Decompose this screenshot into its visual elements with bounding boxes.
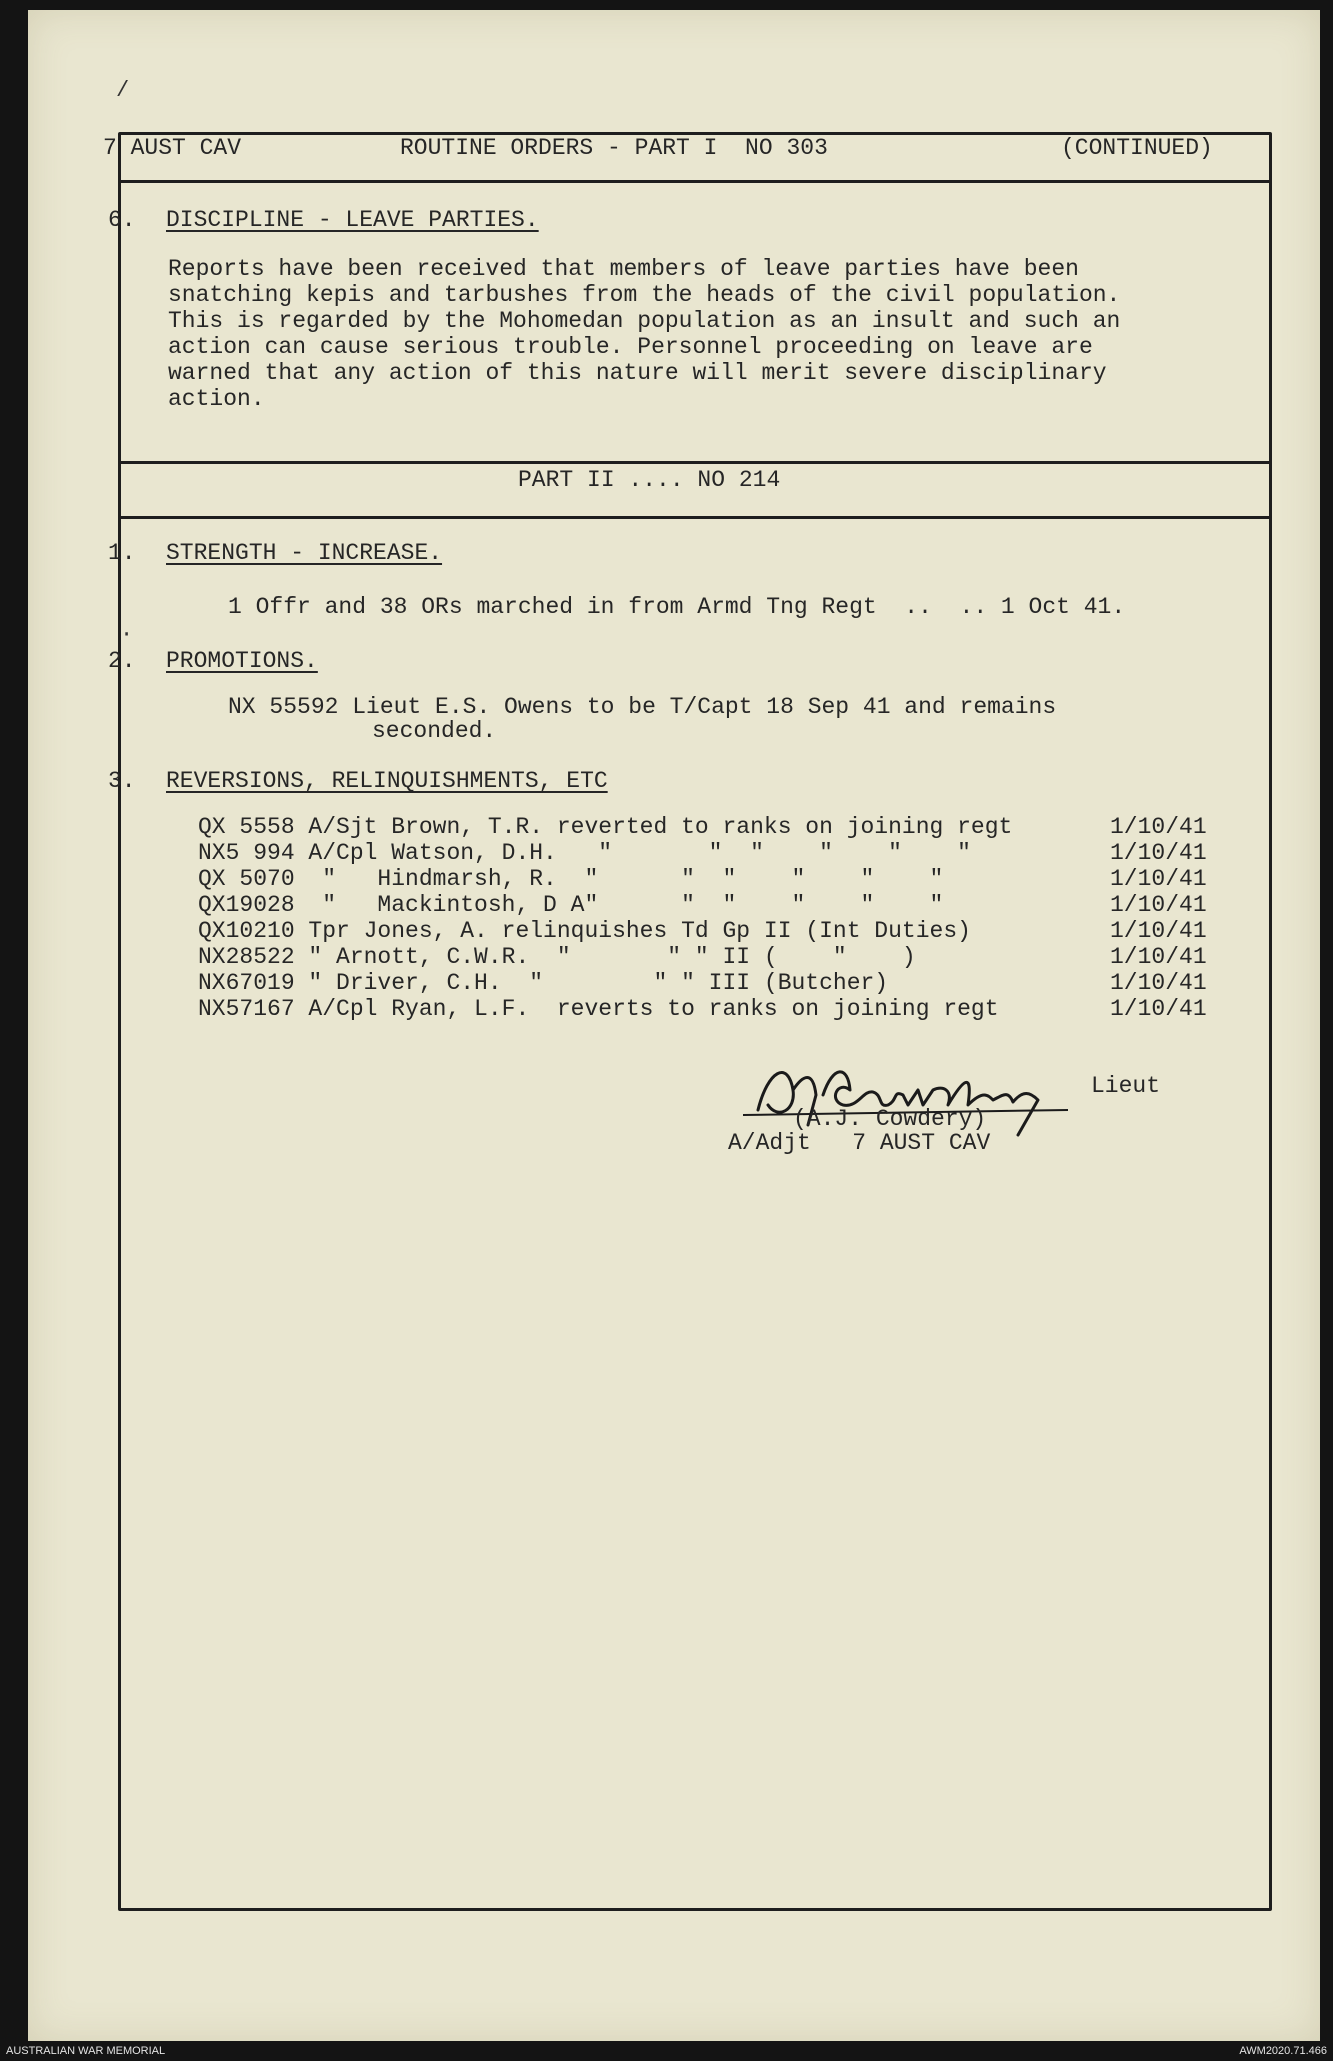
- archive-reference: AWM2020.71.466: [1239, 2045, 1327, 2057]
- reversion-row-entry: QX19028 " Mackintosh, D A" " " " " ": [198, 892, 944, 918]
- item-6-heading: DISCIPLINE - LEAVE PARTIES.: [166, 207, 539, 233]
- document-page: [28, 10, 1320, 2041]
- reversion-row-date: 1/10/41: [1110, 840, 1207, 866]
- reversion-row-entry: QX 5070 " Hindmarsh, R. " " " " " ": [198, 866, 944, 892]
- unit-name: 7 AUST CAV: [103, 135, 242, 161]
- reversion-row-date: 1/10/41: [1110, 944, 1207, 970]
- pencil-mark: ·: [120, 622, 134, 647]
- continued-label: (CONTINUED): [1061, 135, 1213, 161]
- document-title: ROUTINE ORDERS - PART I NO 303: [400, 135, 828, 161]
- reversion-row-entry: QX10210 Tpr Jones, A. relinquishes Td Gp II (Int Duties): [198, 918, 971, 944]
- part2-bottom-divider: [121, 516, 1269, 519]
- reversion-row-entry: NX67019 " Driver, C.H. " " " III (Butcher): [198, 970, 889, 996]
- reversion-row-date: 1/10/41: [1110, 866, 1207, 892]
- strength-text: 1 Offr and 38 ORs marched in from Armd Tng Regt .. .. 1 Oct 41.: [228, 594, 1126, 620]
- reversion-row-entry: NX57167 A/Cpl Ryan, L.F. reverts to ranks on joining regt: [198, 996, 999, 1022]
- promotion-line: NX 55592 Lieut E.S. Owens to be T/Capt 18 Sep 41 and remains: [228, 694, 1057, 720]
- reversion-row-entry: NX28522 " Arnott, C.W.R. " " " II ( " ): [198, 944, 916, 970]
- item-1-heading: STRENGTH - INCREASE.: [166, 540, 443, 566]
- signatory-appointment: A/Adjt 7 AUST CAV: [728, 1130, 991, 1156]
- reversion-row-date: 1/10/41: [1110, 814, 1207, 840]
- part2-title: PART II .... NO 214: [518, 467, 781, 493]
- reversion-row-date: 1/10/41: [1110, 996, 1207, 1022]
- item-2-heading: PROMOTIONS.: [166, 648, 318, 674]
- paragraph-line: Reports have been received that members of leave parties have been: [168, 256, 1079, 282]
- reversion-row-date: 1/10/41: [1110, 970, 1207, 996]
- paragraph-line: This is regarded by the Mohomedan population as an insult and such an: [168, 308, 1121, 334]
- paragraph-line: action.: [168, 386, 265, 412]
- archive-credit: AUSTRALIAN WAR MEMORIAL: [6, 2045, 166, 2057]
- signatory-name: (A.J. Cowdery): [793, 1106, 987, 1132]
- item-3-number: 3.: [108, 768, 136, 794]
- item-2-number: 2.: [108, 648, 136, 674]
- header-divider: [121, 180, 1269, 183]
- paragraph-line: action can cause serious trouble. Personnel proceeding on leave are: [168, 334, 1093, 360]
- reversion-row-date: 1/10/41: [1110, 918, 1207, 944]
- reversion-row-date: 1/10/41: [1110, 892, 1207, 918]
- part2-top-divider: [121, 461, 1269, 464]
- item-1-number: 1.: [108, 540, 136, 566]
- promotion-line: seconded.: [372, 718, 497, 744]
- item-3-heading: REVERSIONS, RELINQUISHMENTS, ETC: [166, 768, 608, 794]
- paragraph-line: snatching kepis and tarbushes from the heads of the civil population.: [168, 282, 1121, 308]
- reversion-row-entry: NX5 994 A/Cpl Watson, D.H. " " " " " ": [198, 840, 971, 866]
- pencil-mark: /: [116, 78, 130, 103]
- item-6-number: 6.: [108, 207, 136, 233]
- reversion-row-entry: QX 5558 A/Sjt Brown, T.R. reverted to ranks on joining regt: [198, 814, 1013, 840]
- signatory-rank: Lieut: [1091, 1073, 1161, 1099]
- paragraph-line: warned that any action of this nature will merit severe disciplinary: [168, 360, 1107, 386]
